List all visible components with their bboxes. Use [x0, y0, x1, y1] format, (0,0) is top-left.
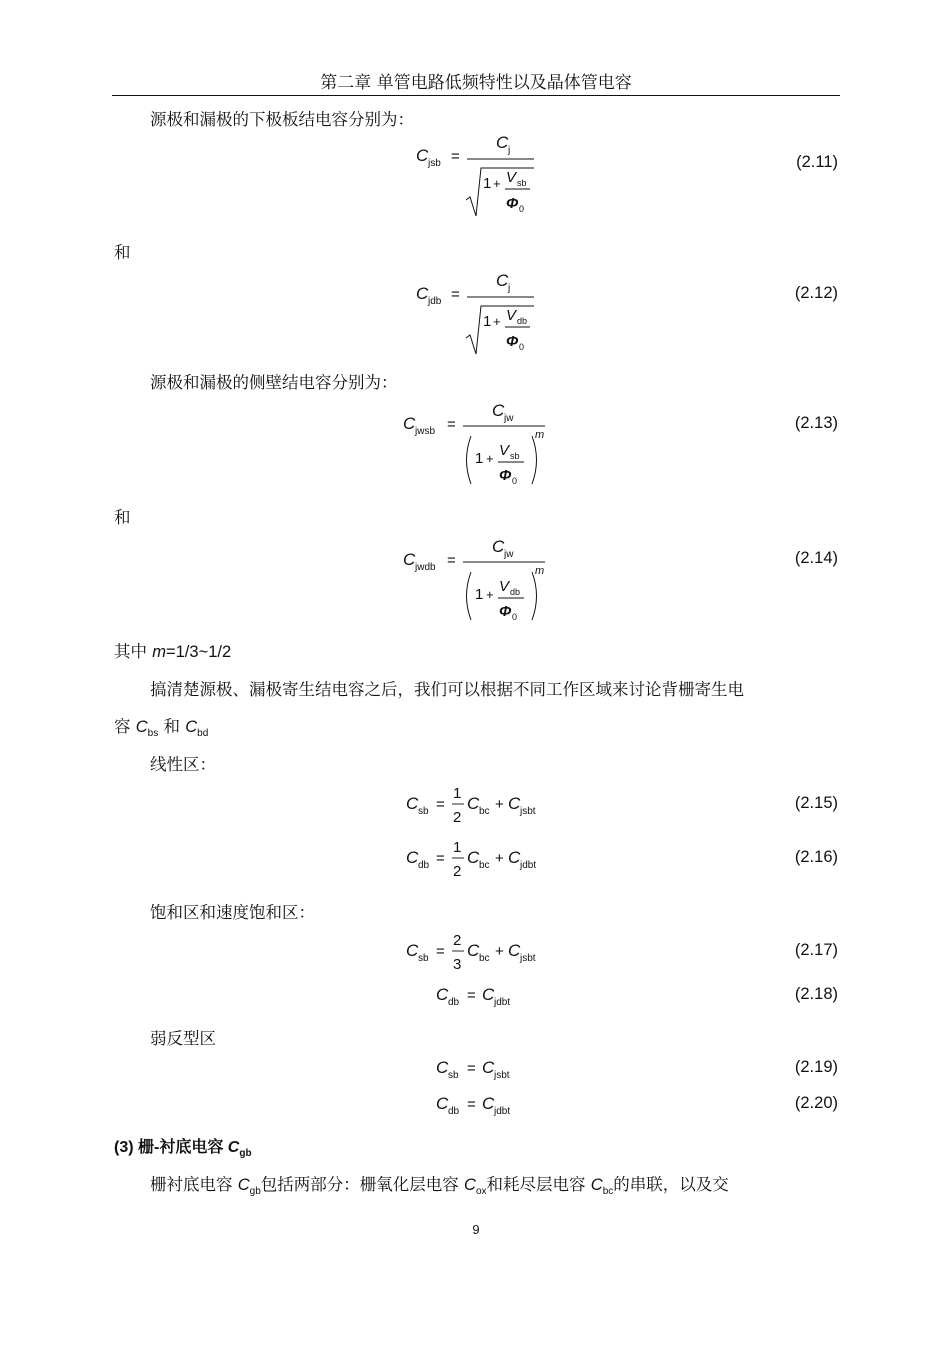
svg-text:0: 0 [519, 204, 525, 214]
svg-text:jdbt: jdbt [494, 1106, 511, 1117]
equation-number: (2.16) [794, 848, 838, 866]
equation-number: (2.19) [794, 1058, 838, 1076]
svg-text:C: C [416, 284, 429, 303]
label-weak-inversion: 弱反型区 [150, 1029, 216, 1048]
svg-text:=: = [447, 552, 456, 569]
svg-text:db: db [418, 860, 430, 871]
svg-text:1: 1 [453, 839, 462, 856]
page-number: 9 [472, 1222, 480, 1237]
paragraph-backgate-line2: 容 $C_{bs}$ 和 $C_{bd}$ [114, 717, 209, 739]
svg-text:2: 2 [453, 863, 462, 880]
label-linear-region: 线性区： [150, 755, 216, 774]
svg-text:C: C [508, 794, 521, 813]
svg-text:+: + [493, 176, 501, 191]
symbol-cbd: $C_{bd}$ [185, 718, 209, 739]
svg-text:jdbt: jdbt [520, 860, 537, 871]
equation-number: (2.18) [794, 985, 838, 1003]
svg-text:C: C [436, 985, 449, 1004]
svg-text:m: m [535, 565, 545, 577]
paragraph-gate-substrate: 栅衬底电容 $C_{gb}$包括两部分：栅氧化层电容 $C_{ox}$和耗尽层电容 $C_{bc}$的串联，以及交 [150, 1175, 729, 1197]
svg-text:db: db [448, 1106, 460, 1117]
svg-text:=: = [436, 796, 445, 813]
svg-text:C: C [482, 1058, 495, 1077]
equation-2-15 [400, 778, 560, 832]
svg-text:Φ: Φ [506, 333, 519, 350]
svg-text:C: C [496, 271, 509, 290]
svg-text:+: + [486, 587, 494, 602]
equation-number: (2.11) [796, 153, 838, 171]
equation-number: (2.20) [794, 1094, 838, 1112]
equation-2-13 [395, 394, 565, 489]
svg-text:C: C [496, 133, 509, 152]
svg-text:1: 1 [483, 313, 492, 330]
svg-text:sb: sb [418, 806, 429, 817]
section-heading: (3) 栅-衬底电容 $C_{gb}$ [114, 1139, 252, 1159]
paragraph-sidewall: 源极和漏极的侧壁结电容分别为： [150, 373, 398, 392]
paragraph-backgate-intro: 搞清楚源极、漏极寄生结电容之后，我们可以根据不同工作区域来讨论背栅寄生电 [150, 680, 744, 699]
svg-text:=: = [447, 416, 456, 433]
equation-number: (2.14) [794, 549, 838, 567]
svg-text:jwdb: jwdb [415, 562, 436, 573]
m-range-line [114, 638, 231, 662]
svg-text:C: C [416, 146, 429, 165]
svg-text:+: + [493, 314, 501, 329]
svg-text:C: C [467, 941, 480, 960]
svg-text:+: + [495, 796, 504, 813]
svg-text:V: V [506, 307, 517, 324]
svg-text:C: C [467, 848, 480, 867]
svg-text:sb: sb [418, 953, 429, 964]
svg-text:2: 2 [453, 809, 462, 826]
conjunction-and: 和 [114, 508, 131, 527]
equation-2-14 [395, 530, 565, 625]
svg-text:jw: jw [504, 549, 514, 560]
svg-text:=: = [467, 1096, 476, 1113]
svg-text:jsbt: jsbt [520, 806, 536, 817]
svg-text:jwsb: jwsb [415, 426, 436, 437]
svg-text:jdb: jdb [428, 296, 442, 307]
svg-text:=: = [467, 1060, 476, 1077]
equation-2-16 [400, 832, 560, 886]
svg-text:C: C [436, 1058, 449, 1077]
svg-text:C: C [403, 550, 416, 569]
svg-text:db: db [517, 316, 528, 326]
symbol-cbs: $C_{bs}$ [135, 718, 159, 739]
equation-2-11 [410, 132, 560, 222]
svg-text:=: = [467, 987, 476, 1004]
svg-text:V: V [499, 578, 510, 595]
svg-text:j: j [508, 145, 511, 156]
svg-text:+: + [486, 451, 494, 466]
svg-text:sb: sb [510, 451, 520, 461]
svg-text:C: C [403, 414, 416, 433]
equation-2-20 [430, 1088, 540, 1122]
symbol-cgb: $C_{gb}$ [227, 1139, 252, 1159]
svg-text:+: + [495, 943, 504, 960]
svg-text:C: C [406, 794, 419, 813]
svg-text:jsbt: jsbt [520, 953, 536, 964]
svg-text:C: C [406, 941, 419, 960]
svg-text:C: C [508, 848, 521, 867]
svg-text:1: 1 [453, 785, 462, 802]
svg-text:+: + [495, 850, 504, 867]
equation-number: (2.17) [794, 941, 838, 959]
svg-text:C: C [436, 1094, 449, 1113]
paragraph-bottom-plate: 源极和漏极的下极板结电容分别为： [150, 110, 414, 129]
equation-number: (2.12) [794, 284, 838, 302]
svg-text:0: 0 [519, 342, 525, 352]
svg-text:jsbt: jsbt [494, 1070, 510, 1081]
equation-2-17 [400, 925, 560, 979]
svg-text:=: = [451, 148, 460, 165]
svg-text:V: V [506, 169, 517, 186]
svg-text:Φ: Φ [499, 603, 512, 620]
m-prefix: 其中 [114, 642, 147, 661]
svg-text:Φ: Φ [506, 195, 519, 212]
svg-text:db: db [510, 587, 521, 597]
svg-text:C: C [467, 794, 480, 813]
svg-text:db: db [448, 997, 460, 1008]
label-saturation-region: 饱和区和速度饱和区： [150, 903, 315, 922]
svg-text:=: = [436, 850, 445, 867]
header-rule [112, 95, 840, 96]
svg-text:m: m [535, 429, 545, 441]
svg-text:C: C [508, 941, 521, 960]
m-value: =1/3~1/2 [166, 643, 232, 661]
svg-text:bc: bc [479, 806, 490, 817]
svg-text:sb: sb [517, 178, 527, 188]
svg-text:jw: jw [504, 413, 514, 424]
svg-text:Φ: Φ [499, 467, 512, 484]
svg-text:0: 0 [512, 476, 518, 486]
equation-number: (2.13) [794, 414, 838, 432]
svg-text:0: 0 [512, 612, 518, 622]
svg-text:C: C [492, 537, 505, 556]
svg-text:C: C [406, 848, 419, 867]
svg-text:=: = [436, 943, 445, 960]
svg-text:C: C [482, 985, 495, 1004]
svg-text:j: j [508, 283, 511, 294]
svg-text:1: 1 [483, 175, 492, 192]
svg-text:C: C [492, 401, 505, 420]
svg-text:sb: sb [448, 1070, 459, 1081]
equation-2-12 [410, 270, 560, 360]
svg-text:jsb: jsb [428, 158, 441, 169]
svg-text:3: 3 [453, 956, 462, 973]
svg-text:=: = [451, 286, 460, 303]
svg-text:V: V [499, 442, 510, 459]
running-header: 第二章 单管电路低频特性以及晶体管电容 [320, 73, 632, 93]
m-variable: m [152, 643, 166, 661]
svg-text:1: 1 [475, 586, 484, 603]
svg-text:2: 2 [453, 932, 462, 949]
svg-text:jdbt: jdbt [494, 997, 511, 1008]
conjunction-and: 和 [114, 243, 131, 262]
svg-text:bc: bc [479, 953, 490, 964]
equation-2-18 [430, 979, 540, 1013]
svg-text:bc: bc [479, 860, 490, 871]
svg-text:1: 1 [475, 450, 484, 467]
equation-number: (2.15) [794, 794, 838, 812]
equation-2-19 [430, 1052, 540, 1086]
svg-text:C: C [482, 1094, 495, 1113]
